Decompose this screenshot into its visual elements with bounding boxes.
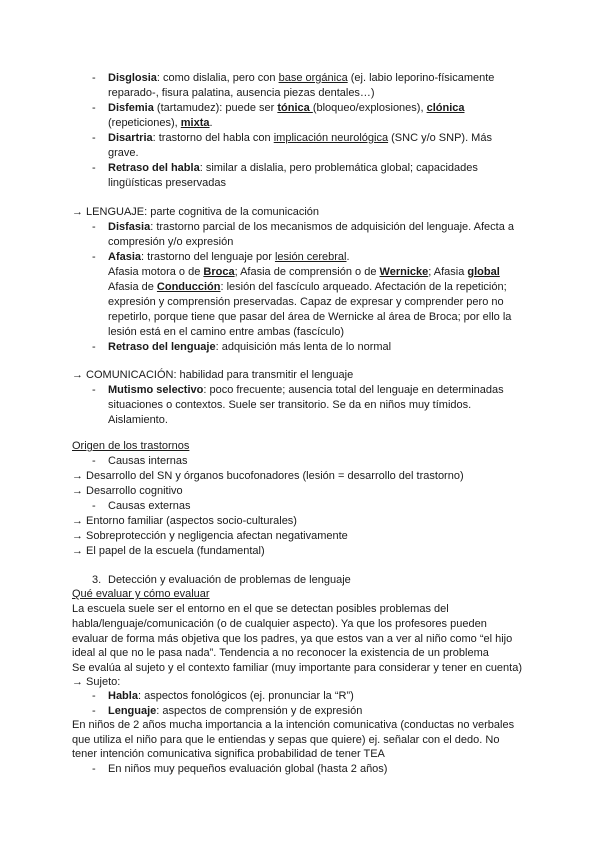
bullet-dash: - — [92, 132, 96, 144]
bullet-evaluacion-global: En niños muy pequeños evaluación global (hasta 2 años) — [108, 763, 388, 775]
bullet-disfasia: Disfasia: trastorno parcial de los mecanismos de adquisición del lenguaje. Afecta a — [108, 221, 515, 233]
paragraph-line: La escuela suele ser el entorno en el que se detectan posibles problemas del — [72, 603, 449, 615]
subheading-evaluar: Qué evaluar y cómo evaluar — [72, 588, 210, 600]
bullet-afasia: Afasia: trastorno del lenguaje por lesión cerebral. — [108, 251, 350, 263]
causas-internas: Causas internas — [108, 455, 188, 467]
bullet-habla: Habla: aspectos fonológicos (ej. pronunciar la “R”) — [108, 690, 354, 702]
bullet-disglosia-cont: reparado-, fisura palatina, ausencia piezas dentales…) — [108, 87, 375, 99]
bullet-disfemia: Disfemia (tartamudez): puede ser tónica (bloqueo/explosiones), clónica — [108, 102, 465, 114]
bullet-dash: - — [92, 251, 96, 263]
paragraph-line: En niños de 2 años mucha importancia a la intención comunicativa (conductas no verbales — [72, 719, 515, 731]
afasia-types: Afasia motora o de Broca; Afasia de comprensión o de Wernicke; Afasia global — [108, 266, 500, 278]
arrow-sobreproteccion: → Sobreprotección y negligencia afectan negativamente — [72, 530, 348, 542]
bullet-disartria-cont: grave. — [108, 147, 139, 159]
paragraph-line: que utiliza el niño para que le entiendas y sepas que quiere) ej. señalar con el dedo. No — [72, 734, 500, 746]
bullet-disfemia-cont: (repeticiones), mixta. — [108, 117, 213, 129]
paragraph-line: evaluar de forma más objetiva que los padres, ya que estos van a ver al niño como “el hijo — [72, 633, 513, 645]
bullet-disartria: Disartria: trastorno del habla con implicación neurológica (SNC y/o SNP). Más — [108, 132, 492, 144]
arrow-sujeto: → Sujeto: — [72, 676, 121, 688]
bullet-dash: - — [92, 221, 96, 233]
heading-comunicacion: → COMUNICACIÓN: habilidad para transmitir el lenguaje — [72, 369, 354, 381]
bullet-retraso-habla-cont: lingüísticas preservadas — [108, 177, 227, 189]
term-disglosia: Disglosia — [108, 72, 157, 84]
bullet-dash: - — [92, 102, 96, 114]
bullet-disfasia-cont: compresión y/o expresión — [108, 236, 234, 248]
causas-externas: Causas externas — [108, 500, 191, 512]
afasia-conduccion: Afasia de Conducción: lesión del fascículo arqueado. Afectación de la repetición; — [108, 281, 507, 293]
arrow-escuela: → El papel de la escuela (fundamental) — [72, 545, 265, 557]
bullet-dash: - — [92, 690, 96, 702]
afasia-line6: lesión está en el camino entre ambas (fascículo) — [108, 326, 345, 338]
paragraph-line: ideal al que no le pasa nada”. Tendencia a no reconocer la existencia de un problema — [72, 647, 489, 659]
bullet-dash: - — [92, 500, 96, 512]
bullet-dash: - — [92, 72, 96, 84]
section-number: 3. — [92, 574, 102, 586]
heading-origen: Origen de los trastornos — [72, 440, 190, 452]
paragraph-line: tener intención comunicativa significa probabilidad de tener TEA — [72, 748, 385, 760]
bullet-lenguaje: Lenguaje: aspectos de comprensión y de expresión — [108, 705, 363, 717]
heading-lenguaje: → LENGUAJE: parte cognitiva de la comunicación — [72, 206, 320, 218]
afasia-line4: expresión y comprensión preservadas. Capaz de expresar y comprender pero no — [108, 296, 504, 308]
bullet-mutismo-cont2: Aislamiento. — [108, 414, 168, 426]
bullet-mutismo-cont: situaciones o contextos. Suele ser transitorio. Se da en niños muy tímidos. — [108, 399, 472, 411]
bullet-dash: - — [92, 705, 96, 717]
bullet-retraso-lenguaje: Retraso del lenguaje: adquisición más lenta de lo normal — [108, 341, 392, 353]
arrow-desarrollo-sn: → Desarrollo del SN y órganos bucofonadores (lesión = desarrollo del trastorno) — [72, 470, 464, 482]
bullet-dash: - — [92, 384, 96, 396]
arrow-entorno: → Entorno familiar (aspectos socio-culturales) — [72, 515, 297, 527]
arrow-desarrollo-cognitivo: → Desarrollo cognitivo — [72, 485, 183, 497]
paragraph-line: Se evalúa al sujeto y el contexto familiar (muy importante para considerar y tener en cuenta) — [72, 662, 523, 674]
bullet-dash: - — [92, 455, 96, 467]
bullet-dash: - — [92, 763, 96, 775]
bullet-dash: - — [92, 162, 96, 174]
section-title: Detección y evaluación de problemas de lenguaje — [108, 574, 351, 586]
bullet-mutismo: Mutismo selectivo: poco frecuente; ausencia total del lenguaje en determinadas — [108, 384, 504, 396]
bullet-retraso-habla: Retraso del habla: similar a dislalia, pero problemática global; capacidades — [108, 162, 478, 174]
paragraph-line: habla/lenguaje/comunicación (o de cualquier aspecto). Ya que los profesores pueden — [72, 618, 487, 630]
bullet-dash: - — [92, 341, 96, 353]
afasia-line5: repetirlo, porque tiene que pasar del área de Wernicke al área de Broca; por ello la — [108, 311, 512, 323]
bullet-disglosia: Disglosia: como dislalia, pero con base orgánica (ej. labio leporino-físicamente — [108, 72, 495, 84]
